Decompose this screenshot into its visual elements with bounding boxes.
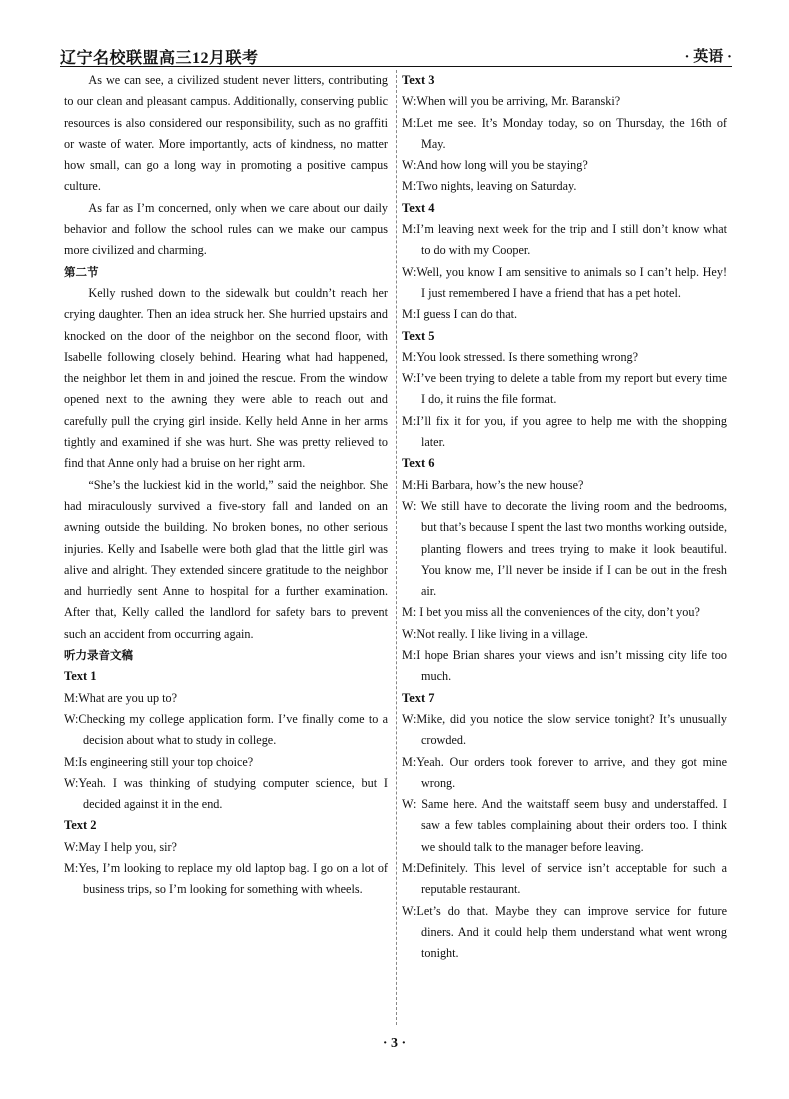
dialogue-line: M:I guess I can do that.	[402, 307, 518, 322]
dialogue-line: M:I’m leaving next week for the trip and I still don’t know what to do with my Cooper.	[402, 222, 727, 258]
dialogue-line: M:You look stressed. Is there something wrong?	[402, 349, 639, 364]
text-5-label: Text 5	[402, 328, 435, 343]
dialogue-line: W:Mike, did you notice the slow service tonight? It’s unusually crowded.	[402, 711, 727, 748]
dialogue-line: W:Yeah. I was thinking of studying computer science, but I decided against it in the end.	[64, 775, 388, 812]
dialogue-line: M:Let me see. It’s Monday today, so on Thursday, the 16th of May.	[402, 115, 727, 151]
subject-label: · 英语 ·	[684, 49, 732, 65]
text-1-label: Text 1	[64, 669, 97, 684]
dialogue-line: M: I bet you miss all the conveniences of the city, don’t you?	[402, 605, 700, 620]
dialogue-line: M:I hope Brian shares your views and isn’t missing city life too much.	[402, 648, 727, 684]
text-4-label: Text 4	[402, 200, 435, 215]
section-2-heading: 第二节	[64, 264, 99, 279]
dialogue-line: W:May I help you, sir?	[64, 839, 177, 854]
essay-paragraph-1: As we can see, a civilized student never litters, contributing to our clean and pleasant campus. Additionally, conserving public resources is also considered our responsibility, such as no graffiti or waste of water. More importantly, acts of kindness, no matter how small, can go a long way in promoting a positive campus culture.	[64, 73, 388, 194]
dialogue-line: M:Two nights, leaving on Saturday.	[402, 179, 577, 194]
story-paragraph-2: “She’s the luckiest kid in the world,” said the neighbor. She had miraculously survived a five-story fall and landed on an awning outside the building. No broken bones, no other serious injuries. Kelly and Isabelle were both glad that the little girl was alive and alright. They extended sincere gratitude to the neighbor and hurriedly sent Anne to hospital for a further examination. After that, Kelly called the landlord for safety bars to prevent such an accident from occurring again.	[64, 477, 388, 641]
right-column	[402, 70, 727, 964]
dialogue-line: M:Yes, I’m looking to replace my old laptop bag. I go on a lot of business trips, so I’m looking for something with wheels.	[64, 860, 388, 897]
story-paragraph-1: Kelly rushed down to the sidewalk but couldn’t reach her crying daughter. Then an idea struck her. She hurried upstairs and knocked on the door of the neighbor on the second floor, with Isabelle following closely behind. Hearing what had happened, the neighbor let them in and joined the rescue. From the window opened next to the awning they were able to reach out and carefully pull the crying girl inside. Kelly held Anne in her arms tightly and examined if she was hurt. She was pretty relieved to find that Anne only had a bruise on her right arm.	[64, 285, 388, 471]
text-7-label: Text 7	[402, 690, 435, 705]
dialogue-line: W:I’ve been trying to delete a table from my report but every time I do, it ruins the file format.	[402, 371, 727, 407]
dialogue-line: M:Definitely. This level of service isn’t acceptable for such a reputable restaurant.	[402, 860, 727, 897]
dialogue-line: W:And how long will you be staying?	[402, 158, 588, 173]
page-header	[60, 42, 732, 67]
column-divider	[396, 70, 397, 1025]
exam-title: 辽宁名校联盟高三12月联考	[60, 50, 259, 67]
dialogue-line: W:Not really. I like living in a village.	[402, 626, 588, 641]
dialogue-line: W: We still have to decorate the living room and the bedrooms, but that’s because I spent the last two months working outside, planting flowers and trees trying to make it look beautiful. You know me, I’ll never be inside if I can be out in the fresh air.	[402, 498, 727, 599]
dialogue-line: M:Hi Barbara, how’s the new house?	[402, 477, 584, 492]
dialogue-line: M:Yeah. Our orders took forever to arrive, and they got mine wrong.	[402, 754, 727, 790]
dialogue-line: W:When will you be arriving, Mr. Baranski?	[402, 94, 621, 109]
dialogue-line: M:What are you up to?	[64, 690, 178, 705]
text-3-label: Text 3	[402, 73, 435, 87]
essay-paragraph-2: As far as I’m concerned, only when we care about our daily behavior and follow the school rules can we make our campus more civilized and charming.	[64, 200, 388, 258]
dialogue-line: W:Let’s do that. Maybe they can improve service for future diners. And it could help them understand what went wrong tonight.	[402, 903, 727, 961]
text-2-label: Text 2	[64, 818, 97, 833]
dialogue-line: W:Well, you know I am sensitive to animals so I can’t help. Hey! I just remembered I have a friend that has a pet hotel.	[402, 264, 727, 300]
dialogue-line: M:I’ll fix it for you, if you agree to help me with the shopping later.	[402, 413, 727, 450]
listening-transcript-heading: 听力录音文稿	[64, 648, 133, 663]
left-column	[64, 70, 388, 901]
page-number: · 3 ·	[382, 1036, 407, 1051]
dialogue-line: M:Is engineering still your top choice?	[64, 754, 254, 769]
dialogue-line: W: Same here. And the waitstaff seem busy and understaffed. I saw a few tables complaining about their orders too. I think we should talk to the manager before leaving.	[402, 797, 727, 854]
text-6-label: Text 6	[402, 456, 435, 471]
dialogue-line: W:Checking my college application form. I’ve finally come to a decision about what to study in college.	[64, 711, 388, 748]
